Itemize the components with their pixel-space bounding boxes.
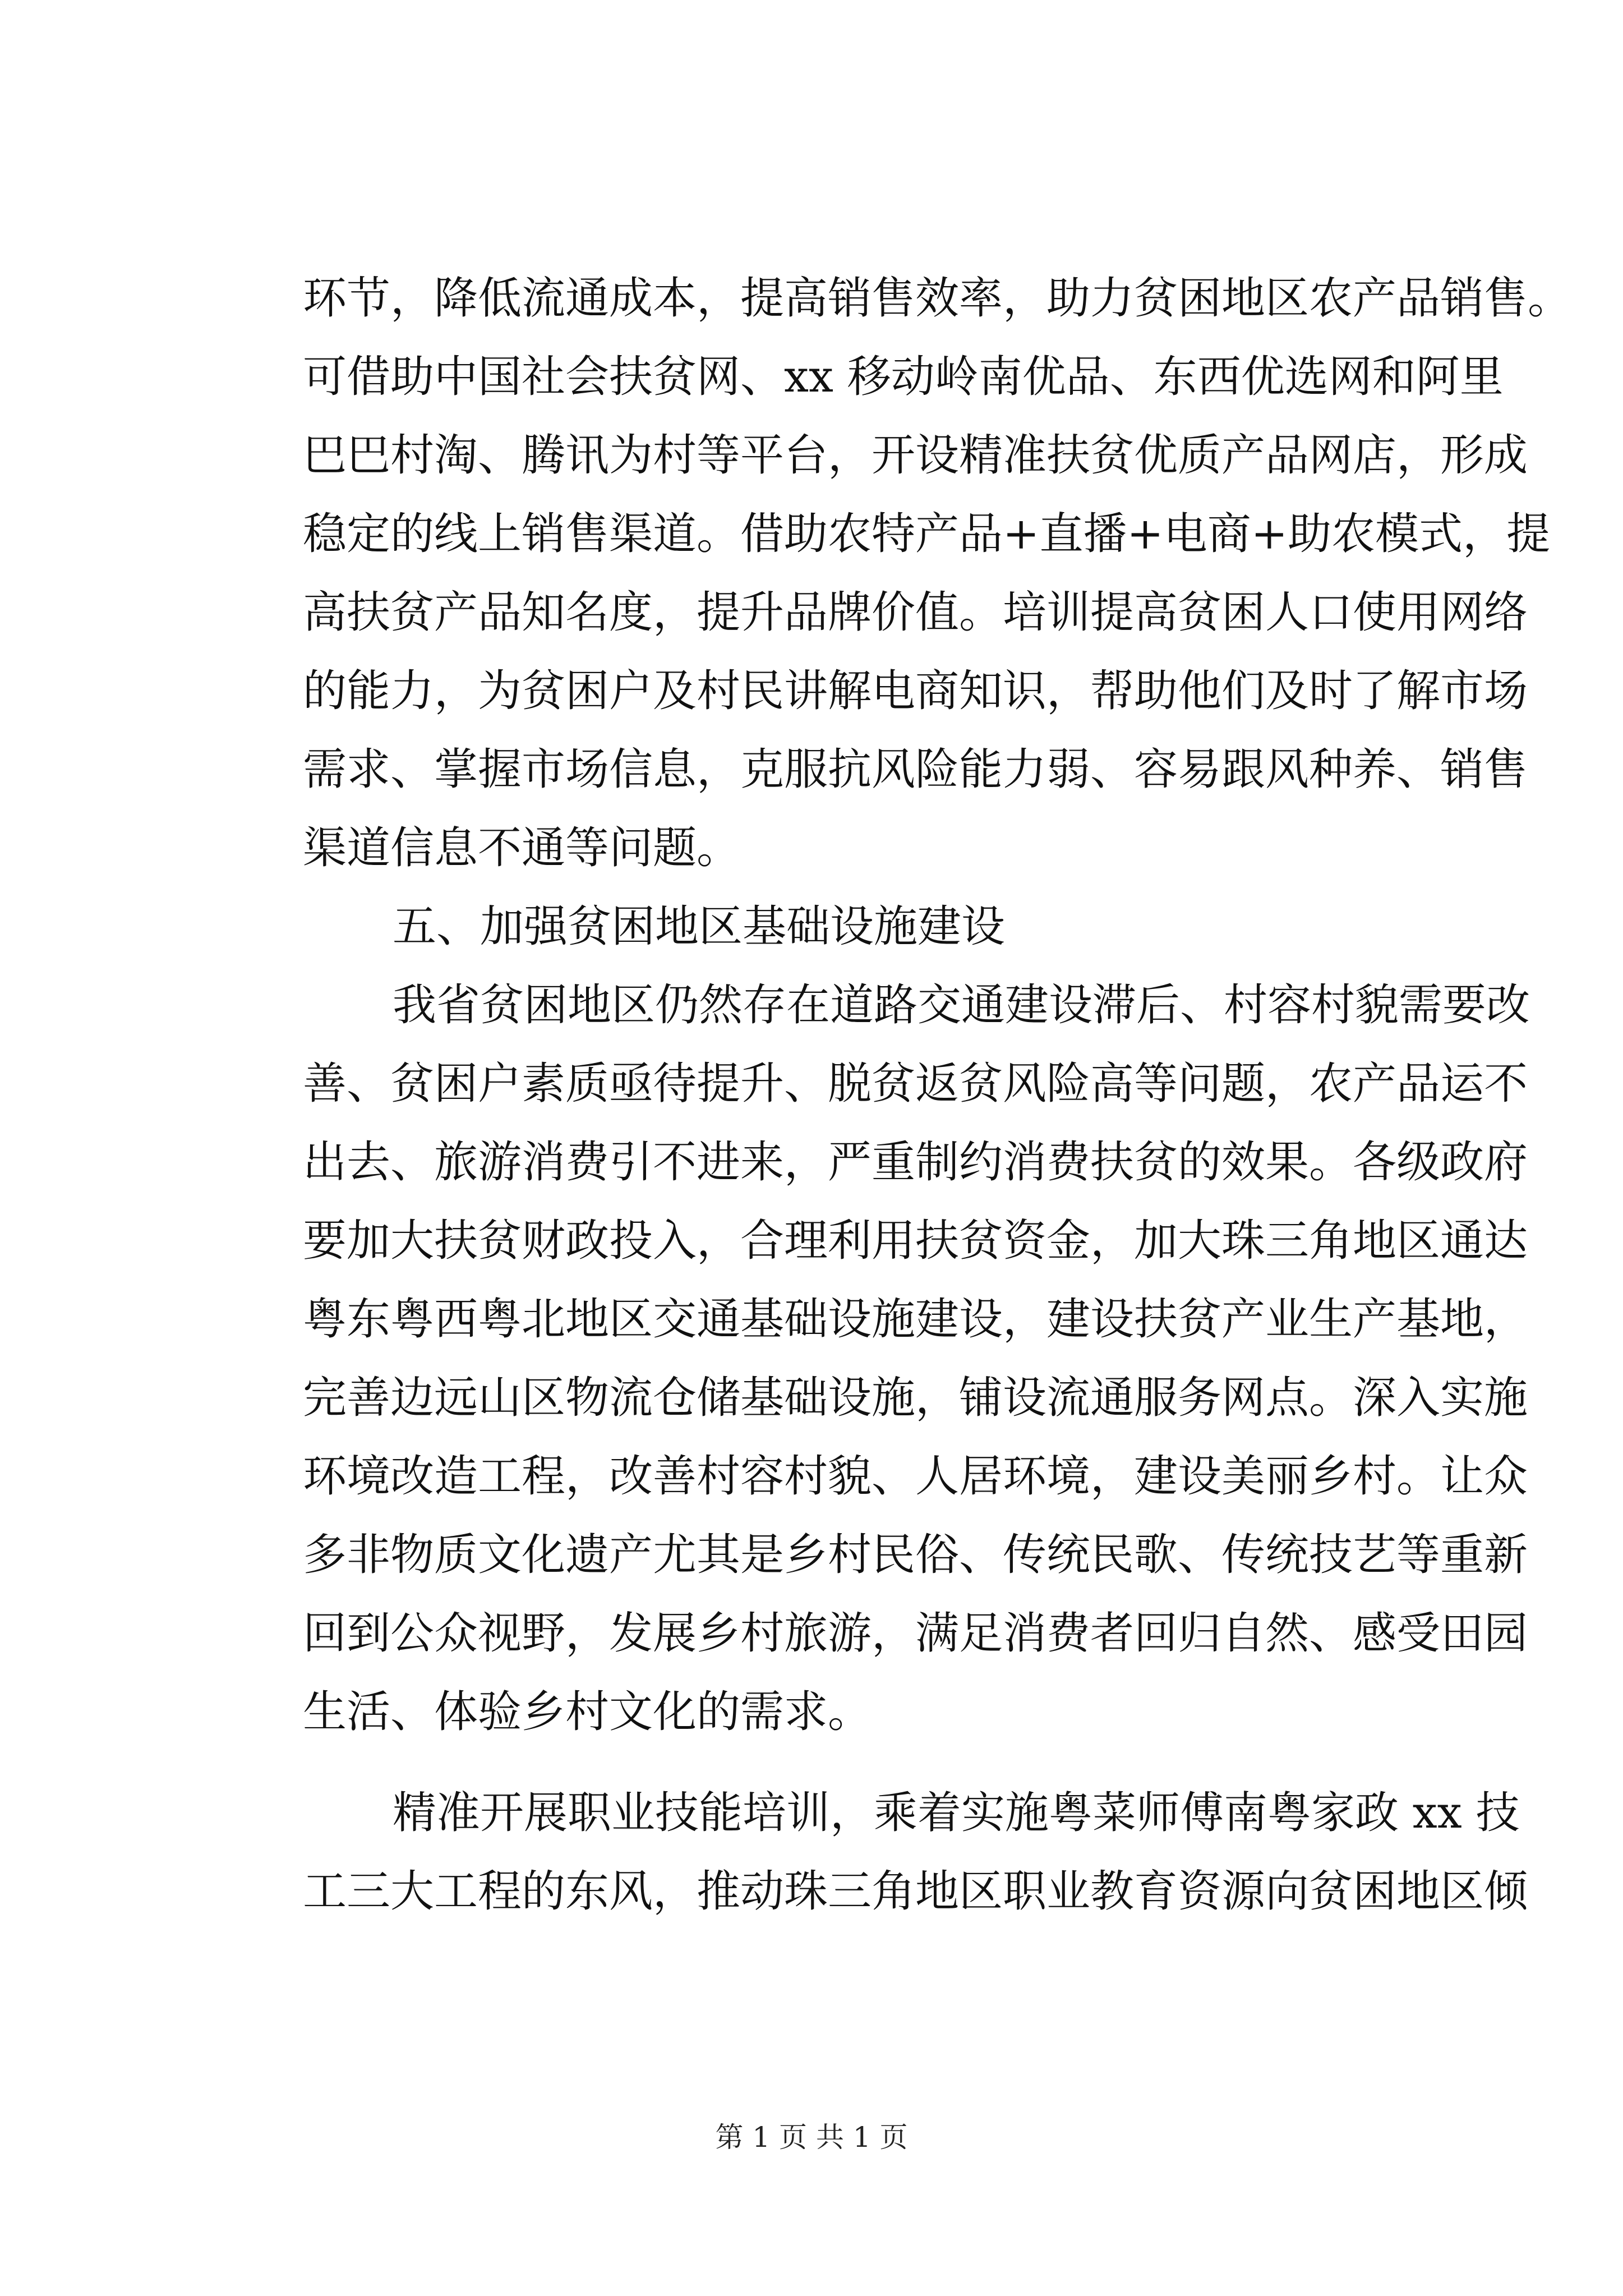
paragraph-line: 要加大扶贫财政投入，合理利用扶贫资金，加大珠三角地区通达 [303, 1216, 1528, 1266]
page-footer: 第 1 页 共 1 页 [715, 2121, 908, 2154]
paragraph-line: 环境改造工程，改善村容村貌、人居环境，建设美丽乡村。让众 [303, 1451, 1528, 1502]
paragraph-line: 我省贫困地区仍然存在道路交通建设滞后、村容村貌需要改 [393, 980, 1530, 1030]
paragraph-line: 可借助中国社会扶贫网、xx 移动岭南优品、东西优选网和阿里 [303, 352, 1504, 402]
paragraph-line: 粤东粤西粤北地区交通基础设施建设，建设扶贫产业生产基地， [303, 1294, 1528, 1345]
paragraph-line: 完善边远山区物流仓储基础设施，铺设流通服务网点。深入实施 [303, 1373, 1528, 1423]
paragraph-line: 工三大工程的东风，推动珠三角地区职业教育资源向贫困地区倾 [303, 1866, 1528, 1917]
paragraph-line: 渠道信息不通等问题。 [303, 823, 741, 873]
paragraph-line: 需求、掌握市场信息，克服抗风险能力弱、容易跟风种养、销售 [303, 744, 1528, 795]
paragraph-line: 精准开展职业技能培训，乘着实施粤菜师傅南粤家政 xx 技 [393, 1788, 1520, 1838]
paragraph-line: 稳定的线上销售渠道。借助农特产品+直播+电商+助农模式，提 [303, 509, 1551, 559]
paragraph-line: 多非物质文化遗产尤其是乡村民俗、传统民歌、传统技艺等重新 [303, 1530, 1528, 1580]
paragraph-line: 出去、旅游消费引不进来，严重制约消费扶贫的效果。各级政府 [303, 1137, 1528, 1188]
paragraph-line: 环节，降低流通成本，提高销售效率，助力贫困地区农产品销售。 [303, 273, 1572, 324]
section-heading: 五、加强贫困地区基础设施建设 [393, 901, 1006, 952]
paragraph-line: 善、贫困户素质亟待提升、脱贫返贫风险高等问题，农产品运不 [303, 1059, 1528, 1109]
paragraph-line: 高扶贫产品知名度，提升品牌价值。培训提高贫困人口使用网络 [303, 587, 1528, 638]
paragraph-line: 生活、体验乡村文化的需求。 [303, 1687, 872, 1737]
paragraph-line: 的能力，为贫困户及村民讲解电商知识，帮助他们及时了解市场 [303, 666, 1528, 716]
paragraph-line: 巴巴村淘、腾讯为村等平台，开设精准扶贫优质产品网店，形成 [303, 430, 1528, 481]
paragraph-line: 回到公众视野，发展乡村旅游，满足消费者回归自然、感受田园 [303, 1608, 1528, 1659]
